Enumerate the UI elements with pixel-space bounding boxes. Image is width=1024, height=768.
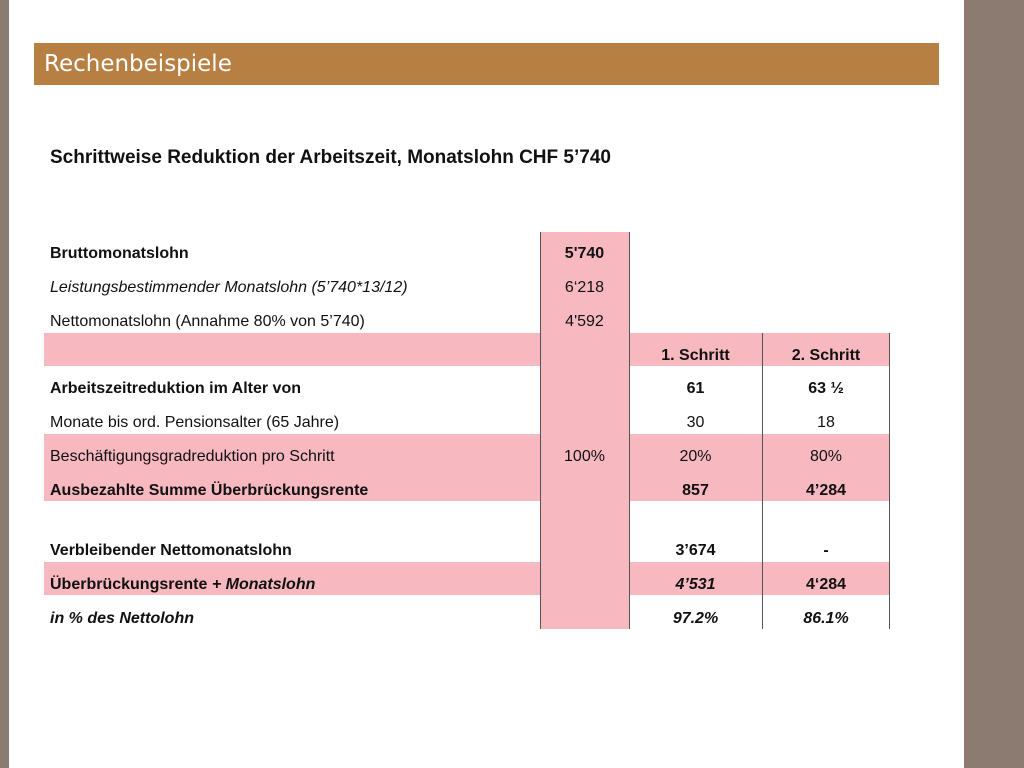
row-label-beschaeftigung: Beschäftigungsgradreduktion pro Schritt (50, 448, 335, 465)
right-border-bar (964, 0, 1024, 768)
beschaeftigung-step-2: 80% (809, 448, 843, 465)
brutto-value: 5'740 (564, 245, 605, 262)
verbleibend-step-2: - (823, 542, 829, 559)
ueberbrueckung-step-1: 4’531 (675, 576, 716, 593)
row-label-alter: Arbeitszeitreduktion im Alter von (50, 380, 301, 397)
alter-step-1: 61 (686, 380, 705, 397)
row-label-netto: Nettomonatslohn (Annahme 80% von 5’740) (50, 313, 365, 330)
ueberbrueckung-step-2: 4‘284 (805, 576, 847, 593)
row-label-ueberbrueckung (50, 575, 315, 595)
row-label-leistung: Leistungsbestimmender Monatslohn (5’740*13/12) (50, 279, 408, 296)
alter-step-2: 63 ½ (808, 380, 844, 397)
row-label-ausbezahlt: Ausbezahlte Summe Überbrückungsrente (50, 482, 369, 499)
header-step-2: 2. Schritt (791, 347, 861, 364)
ausbezahlt-step-1: 857 (682, 482, 709, 499)
beschaeftigung-base: 100% (564, 448, 605, 465)
label-main: Überbrückungsrente (50, 576, 208, 593)
monate-step-1: 30 (686, 414, 705, 431)
beschaeftigung-step-1: 20% (679, 448, 712, 465)
slide-title: Rechenbeispiele (34, 43, 939, 85)
prozent-step-1: 97.2% (672, 610, 719, 627)
row-label-brutto: Bruttomonatslohn (50, 245, 189, 262)
left-border-bar (0, 0, 9, 768)
ausbezahlt-step-2: 4’284 (805, 482, 847, 499)
row-label-prozent: in % des Nettolohn (50, 610, 194, 627)
verbleibend-step-1: 3’674 (675, 542, 716, 559)
prozent-step-2: 86.1% (803, 610, 849, 627)
label-tail: + Monatslohn (207, 576, 316, 593)
netto-value: 4'592 (565, 313, 604, 330)
table-subtitle: Schrittweise Reduktion der Arbeitszeit, Monatslohn CHF 5’740 (50, 147, 611, 168)
row-label-monate: Monate bis ord. Pensionsalter (65 Jahre) (50, 414, 340, 431)
leistung-value: 6‘218 (564, 279, 605, 296)
column-divider (889, 333, 890, 629)
monate-step-2: 18 (817, 414, 835, 431)
row-label-verbleibend: Verbleibender Nettomonatslohn (50, 542, 292, 559)
header-step-1: 1. Schritt (661, 347, 730, 364)
